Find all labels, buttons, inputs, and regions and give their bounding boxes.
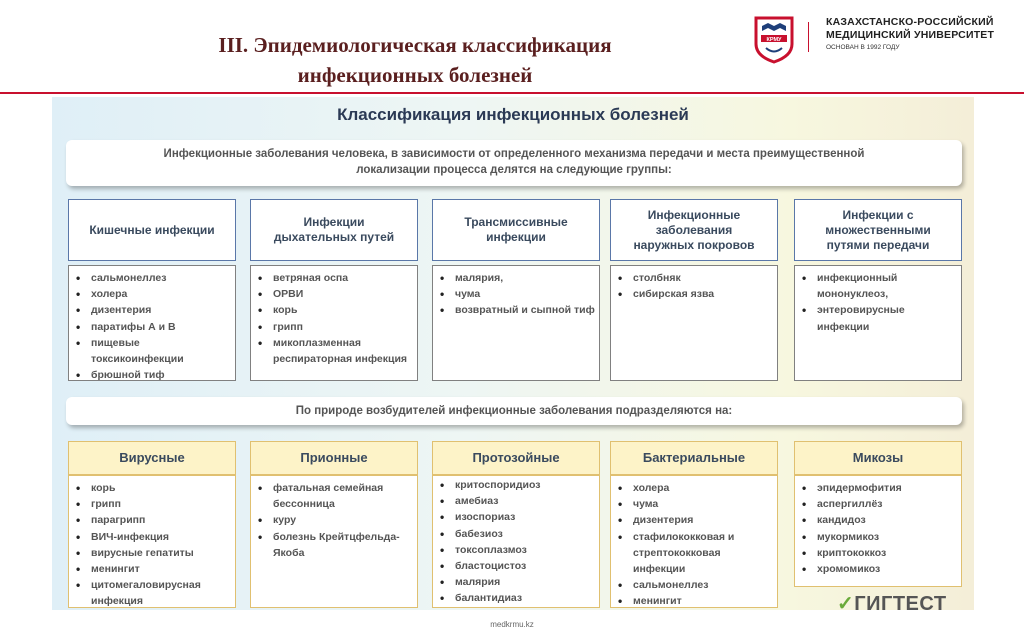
group-body (610, 265, 778, 381)
list-item: • холера (73, 286, 231, 302)
list-item: • чума (437, 286, 595, 302)
pathogen-banner: По природе возбудителей инфекционные заболевания подразделяются на: (66, 397, 962, 425)
group-header-text: инфекции (486, 230, 546, 244)
list-item: • мукормикоз (799, 529, 957, 545)
list-item: • возвратный и сыпной тиф (437, 302, 595, 318)
group-body (68, 265, 236, 381)
classification-infographic (52, 97, 974, 610)
list-item: • критоспоридиоз (437, 477, 595, 493)
infographic-title: Классификация инфекционных болезней (337, 105, 689, 124)
slide-title-line-1: III. Эпидемиологическая классификация (218, 33, 612, 57)
category-header: Протозойные (432, 441, 600, 475)
group-header-text: заболевания (655, 222, 733, 237)
list-item: • сальмонеллез (73, 270, 231, 286)
list-item: • менингит (615, 593, 773, 609)
university-emblem-icon (752, 14, 796, 64)
list-item: • пищевые токсикоинфекции (73, 335, 231, 367)
list-item: • грипп (255, 319, 413, 335)
list-item: • хромомикоз (799, 561, 957, 577)
group-header (250, 199, 418, 261)
category-header: Прионные (250, 441, 418, 475)
list-item: • кандидоз (799, 512, 957, 528)
group-body (250, 265, 418, 381)
list-item: • чума (615, 496, 773, 512)
list-item: • ВИЧ-инфекция (73, 529, 231, 545)
list-item: • малярия, (437, 270, 595, 286)
list-item: • эпидермофития (799, 480, 957, 496)
list-item: • корь (73, 480, 231, 496)
group-body (794, 265, 962, 381)
list-item: • холера (615, 480, 773, 496)
header-divider (0, 92, 1024, 94)
list-item: • изоспориаз (437, 509, 595, 525)
list-item: • инфекционный мононуклеоз, (799, 270, 957, 302)
group-header (432, 199, 600, 261)
group-body (432, 265, 600, 381)
list-item: • амебиаз (437, 493, 595, 509)
slide-title (130, 30, 700, 90)
group-header-text: Кишечные инфекции (89, 222, 215, 237)
group-header-text: множественными (825, 222, 931, 237)
list-item: • ОРВИ (255, 286, 413, 302)
category-body (68, 475, 236, 608)
list-item: • энтеровирусные инфекции (799, 302, 957, 334)
university-name-line-2: МЕДИЦИНСКИЙ УНИВЕРСИТЕТ (826, 29, 995, 41)
list-item: • фатальная семейная бессонница (255, 480, 413, 512)
emblem-text: КРМУ (766, 37, 782, 43)
group-header (610, 199, 778, 261)
gigtest-watermark (837, 591, 947, 610)
group-header-text: Инфекции (303, 215, 365, 229)
group-header-text: путями передачи (826, 237, 930, 252)
list-item: • парагрипп (73, 512, 231, 528)
group-header-text: дыхательных путей (273, 230, 395, 244)
list-item: • аспергиллёз (799, 496, 957, 512)
logo-divider (808, 22, 809, 52)
list-item: • сибирская язва (615, 286, 773, 302)
category-header: Вирусные (68, 441, 236, 475)
university-name-line-1: КАЗАХСТАНСКО-РОССИЙСКИЙ (826, 16, 994, 28)
list-item: • балантидиаз (437, 590, 595, 606)
list-item: • куру (255, 512, 413, 528)
category-body (794, 475, 962, 587)
transmission-banner (66, 140, 962, 186)
list-item: • ветряная оспа (255, 270, 413, 286)
list-item: • криптококкоз (799, 545, 957, 561)
list-item: • стафилококковая и стрептококковая инфекции (615, 529, 773, 578)
gigtest-check-icon: ✓ (837, 593, 855, 610)
group-header-text: Инфекционные (647, 207, 741, 222)
list-item: • менингит (73, 561, 231, 577)
list-item: • корь (255, 302, 413, 318)
gigtest-text: ГИГТЕСТ (854, 593, 947, 610)
footer-url: medkrmu.kz (490, 620, 534, 629)
category-header: Бактериальные (610, 441, 778, 475)
slide-title-line-2: инфекционных болезней (297, 63, 533, 87)
list-item: • паратифы А и В (73, 319, 231, 335)
list-item: • брюшной тиф (73, 367, 231, 383)
list-item: • токсоплазмоз (437, 542, 595, 558)
list-item: • болезнь Крейтцфельда-Якоба (255, 529, 413, 561)
group-header-text: Инфекции с (842, 207, 914, 222)
group-header-text: Трансмиссивные (464, 215, 568, 229)
list-item: • малярия (437, 574, 595, 590)
group-header-text: наружных покровов (633, 237, 755, 252)
list-item: • вирусные гепатиты (73, 545, 231, 561)
group-header (68, 199, 236, 261)
group-header (794, 199, 962, 261)
list-item: • дизентерия (73, 302, 231, 318)
list-item: • бабезиоз (437, 526, 595, 542)
university-name (826, 16, 994, 42)
university-logo (746, 12, 1016, 72)
university-founded: ОСНОВАН В 1992 ГОДУ (826, 44, 900, 51)
list-item: • цитомегаловирусная инфекция (73, 577, 231, 609)
category-body (432, 475, 600, 608)
category-header: Микозы (794, 441, 962, 475)
list-item: • микоплазменная респираторная инфекция (255, 335, 413, 367)
transmission-banner-line-2: локализации процесса делятся на следующие группы: (356, 164, 672, 176)
transmission-banner-line-1: Инфекционные заболевания человека, в зависимости от определенного механизма передачи и места преимущественной (163, 148, 865, 160)
category-body (610, 475, 778, 608)
list-item: • грипп (73, 496, 231, 512)
list-item: • бластоцистоз (437, 558, 595, 574)
list-item: • дизентерия (615, 512, 773, 528)
list-item: • столбняк (615, 270, 773, 286)
list-item: • сальмонеллез (615, 577, 773, 593)
category-body (250, 475, 418, 608)
